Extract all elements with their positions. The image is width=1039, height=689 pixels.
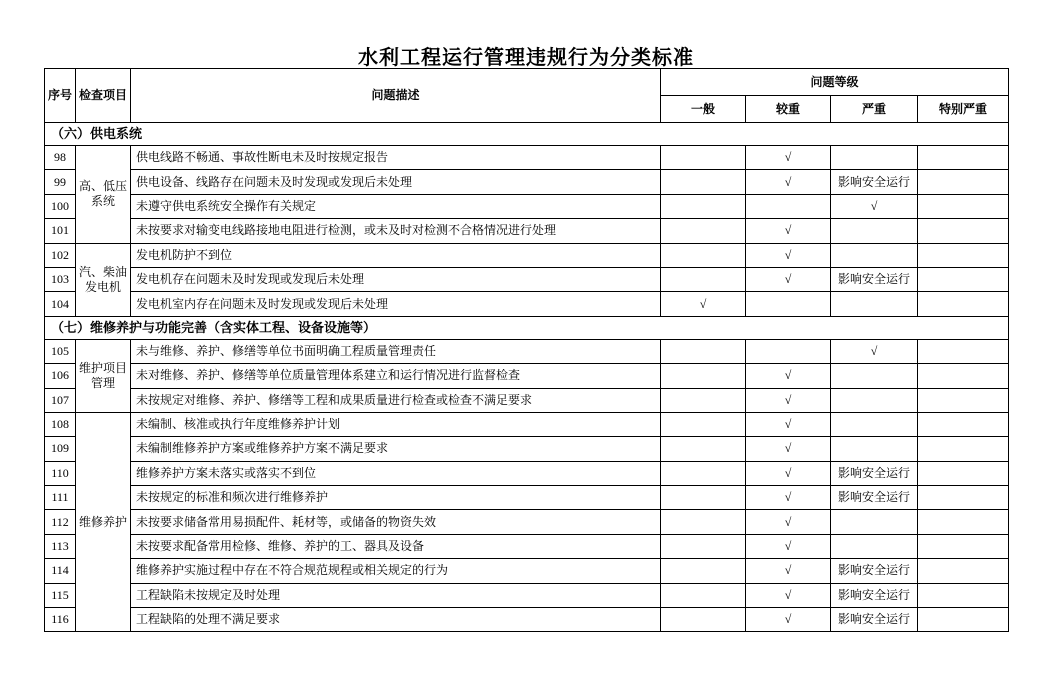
description-cell: 发电机存在问题未及时发现或发现后未处理 [131,267,661,291]
level-cell-moderate: √ [746,559,831,583]
level-cell-extreme [918,559,1009,583]
level-cell-moderate [746,292,831,316]
header-item: 检查项目 [76,69,131,123]
level-cell-extreme [918,194,1009,218]
description-cell: 未按规定对维修、养护、修缮等工程和成果质量进行检查或检查不满足要求 [131,388,661,412]
level-cell-general [661,412,746,436]
table-row [45,583,1009,607]
level-cell-general [661,583,746,607]
description-cell: 供电线路不畅通、事故性断电未及时按规定报告 [131,146,661,170]
header-description: 问题描述 [131,69,661,123]
level-cell-extreme [918,292,1009,316]
header-grade-general: 一般 [661,96,746,123]
level-cell-moderate: √ [746,267,831,291]
table-row [45,146,1009,170]
description-cell: 未按要求储备常用易损配件、耗材等，或储备的物资失效 [131,510,661,534]
serial-cell: 113 [45,534,76,558]
table-body [45,123,1009,632]
description-cell: 维修养护方案未落实或落实不到位 [131,461,661,485]
level-cell-extreme [918,437,1009,461]
level-cell-moderate: √ [746,583,831,607]
inspection-item-cell: 维护项目管理 [76,339,131,412]
level-cell-extreme [918,219,1009,243]
section-title: （六）供电系统 [45,123,1009,146]
description-cell: 未编制维修养护方案或维修养护方案不满足要求 [131,437,661,461]
serial-cell: 102 [45,243,76,267]
serial-cell: 100 [45,194,76,218]
level-cell-severe [831,437,918,461]
level-cell-severe: 影响安全运行 [831,461,918,485]
description-cell: 供电设备、线路存在问题未及时发现或发现后未处理 [131,170,661,194]
table-row [45,243,1009,267]
level-cell-general [661,559,746,583]
level-cell-severe [831,388,918,412]
table-row [45,194,1009,218]
level-cell-moderate: √ [746,437,831,461]
header-grade-severe: 严重 [831,96,918,123]
level-cell-moderate: √ [746,486,831,510]
level-cell-general [661,486,746,510]
level-cell-general [661,608,746,632]
table-row [45,267,1009,291]
level-cell-severe [831,219,918,243]
section-row [45,316,1009,339]
table-row [45,461,1009,485]
level-cell-moderate [746,339,831,363]
level-cell-moderate [746,194,831,218]
level-cell-severe: 影响安全运行 [831,486,918,510]
level-cell-extreme [918,510,1009,534]
description-cell: 工程缺陷的处理不满足要求 [131,608,661,632]
table-row [45,534,1009,558]
level-cell-general [661,219,746,243]
level-cell-severe [831,412,918,436]
section-row [45,123,1009,146]
section-title: （七）维修养护与功能完善（含实体工程、设备设施等） [45,316,1009,339]
description-cell: 工程缺陷未按规定及时处理 [131,583,661,607]
level-cell-general [661,388,746,412]
level-cell-moderate: √ [746,510,831,534]
description-cell: 未编制、核准或执行年度维修养护计划 [131,412,661,436]
description-cell: 维修养护实施过程中存在不符合规范规程或相关规定的行为 [131,559,661,583]
level-cell-moderate: √ [746,364,831,388]
serial-cell: 109 [45,437,76,461]
level-cell-severe [831,510,918,534]
level-cell-severe [831,292,918,316]
inspection-item-cell: 汽、柴油发电机 [76,243,131,316]
table-row [45,292,1009,316]
table-row [45,170,1009,194]
serial-cell: 112 [45,510,76,534]
description-cell: 未与维修、养护、修缮等单位书面明确工程质量管理责任 [131,339,661,363]
table-row [45,486,1009,510]
table-row [45,339,1009,363]
level-cell-moderate: √ [746,146,831,170]
level-cell-general [661,170,746,194]
level-cell-severe: 影响安全运行 [831,583,918,607]
level-cell-general [661,510,746,534]
level-cell-severe: 影响安全运行 [831,170,918,194]
level-cell-severe [831,146,918,170]
serial-cell: 106 [45,364,76,388]
level-cell-extreme [918,486,1009,510]
level-cell-moderate: √ [746,534,831,558]
level-cell-general [661,437,746,461]
level-cell-severe [831,534,918,558]
header-grade: 问题等级 [661,69,1009,96]
level-cell-general [661,267,746,291]
level-cell-extreme [918,388,1009,412]
table-row [45,412,1009,436]
table-row [45,437,1009,461]
level-cell-severe [831,364,918,388]
description-cell: 未按规定的标准和频次进行维修养护 [131,486,661,510]
serial-cell: 101 [45,219,76,243]
table-row [45,364,1009,388]
level-cell-extreme [918,412,1009,436]
level-cell-severe: 影响安全运行 [831,608,918,632]
level-cell-general [661,339,746,363]
level-cell-extreme [918,267,1009,291]
level-cell-general [661,243,746,267]
description-cell: 未按要求对输变电线路接地电阻进行检测，或未及时对检测不合格情况进行处理 [131,219,661,243]
level-cell-general [661,194,746,218]
serial-cell: 108 [45,412,76,436]
level-cell-severe [831,243,918,267]
inspection-item-cell: 高、低压系统 [76,146,131,244]
serial-cell: 111 [45,486,76,510]
serial-cell: 105 [45,339,76,363]
level-cell-moderate: √ [746,461,831,485]
level-cell-general [661,364,746,388]
serial-cell: 107 [45,388,76,412]
level-cell-extreme [918,534,1009,558]
description-cell: 未对维修、养护、修缮等单位质量管理体系建立和运行情况进行监督检查 [131,364,661,388]
serial-cell: 99 [45,170,76,194]
level-cell-severe: √ [831,339,918,363]
level-cell-general: √ [661,292,746,316]
level-cell-severe: 影响安全运行 [831,267,918,291]
serial-cell: 115 [45,583,76,607]
level-cell-extreme [918,583,1009,607]
description-cell: 未遵守供电系统安全操作有关规定 [131,194,661,218]
level-cell-general [661,461,746,485]
serial-cell: 114 [45,559,76,583]
table-row [45,219,1009,243]
table-row [45,510,1009,534]
page-title: 水利工程运行管理违规行为分类标准 [358,47,694,69]
level-cell-extreme [918,339,1009,363]
header-grade-moderate: 较重 [746,96,831,123]
level-cell-moderate: √ [746,219,831,243]
inspection-item-cell: 维修养护 [76,412,131,632]
table-row [45,559,1009,583]
description-cell: 发电机室内存在问题未及时发现或发现后未处理 [131,292,661,316]
classification-table [44,68,1009,632]
level-cell-general [661,146,746,170]
level-cell-extreme [918,461,1009,485]
serial-cell: 98 [45,146,76,170]
level-cell-extreme [918,608,1009,632]
description-cell: 发电机防护不到位 [131,243,661,267]
level-cell-extreme [918,243,1009,267]
table-header [45,69,1009,123]
header-grade-extreme: 特别严重 [918,96,1009,123]
serial-cell: 110 [45,461,76,485]
table-row [45,608,1009,632]
level-cell-moderate: √ [746,243,831,267]
level-cell-severe: √ [831,194,918,218]
header-serial: 序号 [45,69,76,123]
level-cell-moderate: √ [746,412,831,436]
serial-cell: 103 [45,267,76,291]
level-cell-extreme [918,170,1009,194]
level-cell-general [661,534,746,558]
table-row [45,388,1009,412]
serial-cell: 116 [45,608,76,632]
description-cell: 未按要求配备常用检修、维修、养护的工、器具及设备 [131,534,661,558]
level-cell-moderate: √ [746,608,831,632]
level-cell-moderate: √ [746,170,831,194]
level-cell-moderate: √ [746,388,831,412]
level-cell-extreme [918,146,1009,170]
serial-cell: 104 [45,292,76,316]
level-cell-severe: 影响安全运行 [831,559,918,583]
level-cell-extreme [918,364,1009,388]
